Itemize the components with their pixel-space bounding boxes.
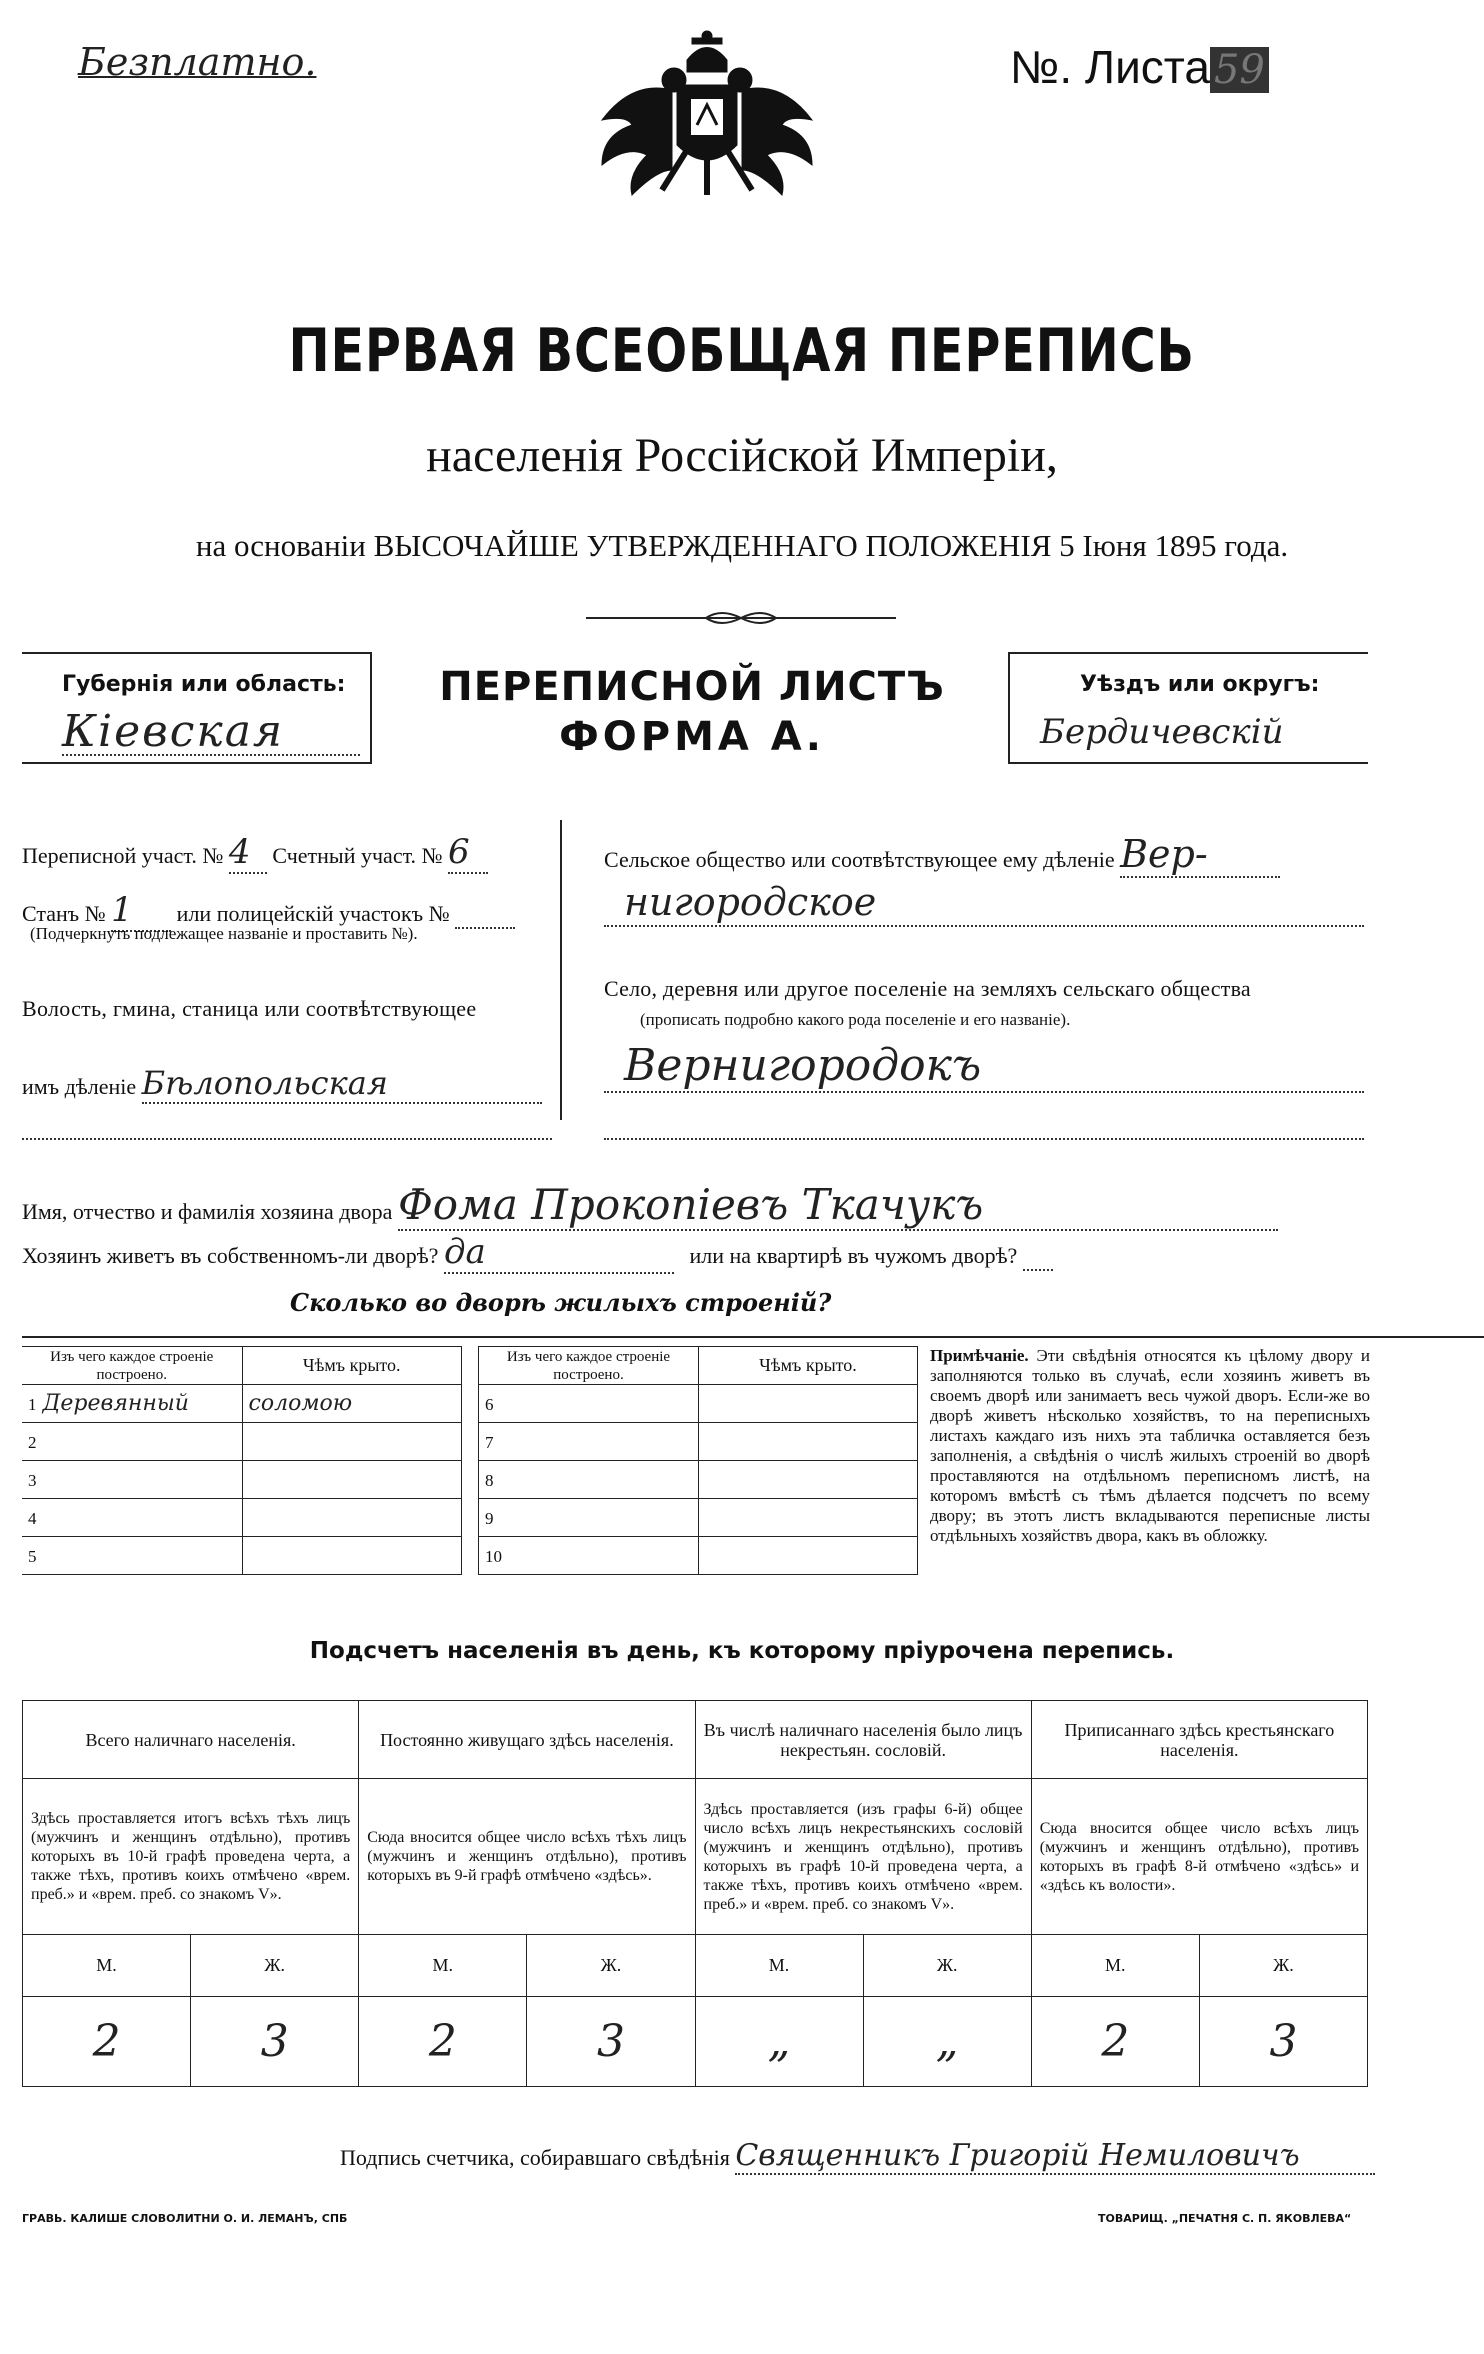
female-count: 3: [191, 1997, 359, 2087]
male-header: М.: [695, 1935, 863, 1997]
column-divider: [560, 820, 562, 1120]
own-yard-label: Хозяинъ живетъ въ собственномъ-ли дворѣ?: [22, 1243, 439, 1268]
population-col-desc: Здѣсь проставляется итогъ всѣхъ тѣхъ лицъ (мужчинъ и женщинъ отдѣльно), противъ которыхъ въ 10-й графѣ проведена черта, а также тѣхъ, противъ коихъ отмѣчено «врем. преб.» и «врем. преб. со знакомъ V».: [23, 1779, 359, 1935]
building-row: [22, 1537, 462, 1575]
society-row-2: [604, 880, 1364, 927]
col-roof-header-right: Чѣмъ крыто.: [699, 1347, 918, 1385]
building-number: 3: [28, 1471, 37, 1490]
female-count: „: [863, 1997, 1031, 2087]
village-row: [604, 1040, 1364, 1093]
male-header: М.: [1031, 1935, 1199, 1997]
col-material-header-right: Изъ чего каждое строеніе построено.: [479, 1347, 699, 1385]
building-material-cell: [22, 1461, 242, 1499]
building-material-cell: [479, 1499, 699, 1537]
own-yard-value: да: [444, 1232, 674, 1274]
building-row: [479, 1499, 918, 1537]
sheet-number-value: 59: [1210, 47, 1269, 93]
population-heading: Подсчетъ населенія въ день, къ которому пріурочена перепись.: [309, 1638, 1175, 1664]
village-hint: (прописать подробно какого рода поселеніе и его названіе).: [640, 1010, 1071, 1029]
male-count: 2: [1031, 1997, 1199, 2087]
population-sex-row: [23, 1935, 1368, 1997]
population-title-row: [23, 1701, 1368, 1779]
population-col-title: Приписаннаго здѣсь крестьянскаго населенія.: [1031, 1701, 1367, 1779]
female-header: Ж.: [191, 1935, 359, 1997]
col-roof-header: Чѣмъ крыто.: [242, 1347, 462, 1385]
population-col-title: Въ числѣ наличнаго населенія было лицъ некрестьян. сословій.: [695, 1701, 1031, 1779]
female-count: 3: [1199, 1997, 1367, 2087]
building-number: 10: [485, 1547, 502, 1566]
building-row: [22, 1499, 462, 1537]
volost-label-2: имъ дѣленіе: [22, 1074, 137, 1099]
note-title: Примѣчаніе.: [930, 1346, 1029, 1365]
sheet-number: [1010, 40, 1269, 94]
building-roof: [242, 1423, 462, 1461]
sheet-title-block: [372, 652, 1012, 764]
volost-row: [22, 1064, 542, 1104]
building-material-cell: [22, 1499, 242, 1537]
signature-value: Священникъ Григорій Немиловичъ: [735, 2138, 1375, 2175]
building-number: 8: [485, 1471, 494, 1490]
rent-value-line: [1023, 1243, 1053, 1271]
society-value-2: нигородское: [624, 880, 877, 924]
male-header: М.: [359, 1935, 527, 1997]
building-material-cell: [479, 1423, 699, 1461]
main-title-wrap: [0, 316, 1484, 386]
male-count: „: [695, 1997, 863, 2087]
society-label: Сельское общество или соотвѣтствующее ему дѣленіе: [604, 847, 1115, 872]
footer-left: ГРАВЬ. КАЛИШЕ СЛОВОЛИТНИ О. И. ЛЕМАНЪ, СПБ: [22, 2212, 348, 2225]
building-material-cell: [479, 1385, 699, 1423]
society-value-1: Вер-: [1120, 832, 1280, 878]
footer-right: ТОВАРИЩ. „ПЕЧАТНЯ С. П. ЯКОВЛЕВА“: [1098, 2212, 1352, 2225]
population-col-desc: Сюда вносится общее число всѣхъ лицъ (мужчинъ и женщинъ отдѣльно), противъ которыхъ въ графѣ 8-й отмѣчено «здѣсь» и «здѣсь къ волости».: [1031, 1779, 1367, 1935]
note-block: [930, 1346, 1370, 1546]
signature-row: [340, 2138, 1375, 2175]
building-material-cell: [22, 1423, 242, 1461]
building-number: 9: [485, 1509, 494, 1528]
district-row: [22, 832, 488, 874]
building-row: [479, 1461, 918, 1499]
society-row: [604, 832, 1280, 878]
count-district-label: Счетный участ. №: [272, 843, 443, 868]
population-desc-row: [23, 1779, 1368, 1935]
volost-value: Бѣлопольская: [142, 1064, 542, 1104]
buildings-table-left: [22, 1346, 462, 1575]
gubernia-value: Кіевская: [62, 706, 285, 757]
buildings-top-rule: [22, 1336, 1484, 1338]
population-col-title: Постоянно живущаго здѣсь населенія.: [359, 1701, 695, 1779]
ornament-divider: [586, 610, 896, 626]
male-count: 2: [359, 1997, 527, 2087]
sheet-number-label: №. Листа: [1010, 41, 1210, 93]
census-district-value: 4: [229, 832, 267, 874]
building-number: 4: [28, 1509, 37, 1528]
building-roof: [699, 1423, 918, 1461]
building-row: [479, 1423, 918, 1461]
village-label: Село, деревня или другое поселеніе на земляхъ сельскаго общества: [604, 976, 1251, 1001]
village-extra-line: [604, 1138, 1364, 1140]
population-col-desc: Здѣсь проставляется (изъ графы 6-й) общее число всѣхъ лицъ некрестьянскихъ сословій (мужчинъ и женщинъ отдѣльно), противъ которыхъ въ графѣ 10-й проведена черта, а также тѣхъ, противъ коихъ отмѣчено «врем. преб.» и «врем. преб. со знакомъ V».: [695, 1779, 1031, 1935]
gubernia-box: [22, 652, 372, 764]
building-roof: [699, 1537, 918, 1575]
building-row: [479, 1385, 918, 1423]
uezd-box: [1008, 652, 1368, 764]
volost-label-1: Волость, гмина, станица или соотвѣтствующее: [22, 996, 477, 1021]
building-roof: [242, 1537, 462, 1575]
buildings-question: Сколько во дворѣ жилыхъ строеній?: [290, 1288, 832, 1317]
form-title: ФОРМА А.: [559, 714, 825, 760]
population-col-desc: Сюда вносится общее число всѣхъ тѣхъ лицъ (мужчинъ и женщинъ отдѣльно), противъ которыхъ въ 9-й графѣ отмѣчено «здѣсь».: [359, 1779, 695, 1935]
police-value-line: [455, 901, 515, 929]
imperial-eagle-emblem: [592, 30, 822, 200]
signature-label: Подпись счетчика, собиравшаго свѣдѣнія: [340, 2145, 730, 2170]
building-number: 2: [28, 1433, 37, 1452]
main-title: ПЕРВАЯ ВСЕОБЩАЯ ПЕРЕПИСЬ: [288, 316, 1196, 386]
building-roof: [242, 1461, 462, 1499]
population-table: [22, 1700, 1368, 2087]
building-number: 1: [28, 1395, 37, 1414]
building-row: [22, 1461, 462, 1499]
subtitle: населенія Россійской Имперіи,: [426, 429, 1058, 482]
stan-label: Станъ №: [22, 901, 106, 926]
population-col-title: Всего наличнаго населенія.: [23, 1701, 359, 1779]
building-roof: [699, 1499, 918, 1537]
male-count: 2: [23, 1997, 191, 2087]
uezd-label: Уѣздъ или округъ:: [1080, 672, 1320, 697]
female-count: 3: [527, 1997, 695, 2087]
count-district-value: 6: [448, 832, 488, 874]
gubernia-label: Губернія или область:: [62, 672, 346, 697]
yard-row: [22, 1232, 1053, 1274]
uezd-value: Бердичевскій: [1040, 712, 1284, 752]
building-number: 6: [485, 1395, 494, 1414]
building-roof: [699, 1385, 918, 1423]
col-material-header: Изъ чего каждое строеніе построено.: [22, 1347, 242, 1385]
owner-row: [22, 1180, 1362, 1231]
male-header: М.: [23, 1935, 191, 1997]
census-district-label: Переписной участ. №: [22, 843, 224, 868]
building-material-cell: [479, 1461, 699, 1499]
building-roof: [699, 1461, 918, 1499]
village-value: Вернигородокъ: [624, 1040, 982, 1091]
free-label: Безплатно.: [78, 40, 317, 84]
building-material-cell: [22, 1537, 242, 1575]
volost-extra-line: [22, 1138, 552, 1140]
building-material-cell: [479, 1537, 699, 1575]
basis-line: на основаніи ВЫСОЧАЙШЕ УТВЕРЖДЕННАГО ПОЛОЖЕНІЯ 5 Іюня 1895 года.: [195, 528, 1289, 563]
owner-name-value: Фома Прокопіевъ Ткачукъ: [398, 1180, 1278, 1231]
building-roof: соломою: [242, 1385, 462, 1423]
owner-name-label: Имя, отчество и фамилія хозяина двора: [22, 1199, 393, 1224]
sheet-title: ПЕРЕПИСНОЙ ЛИСТЪ: [439, 664, 945, 710]
stan-hint: (Подчеркнуть подлежащее названіе и проставить №).: [30, 924, 418, 943]
population-heading-wrap: [0, 1638, 1484, 1664]
female-header: Ж.: [1199, 1935, 1367, 1997]
police-label: или полицейскій участокъ №: [176, 901, 450, 926]
rent-label: или на квартирѣ въ чужомъ дворѣ?: [689, 1243, 1018, 1268]
building-roof: [242, 1499, 462, 1537]
female-header: Ж.: [863, 1935, 1031, 1997]
building-row: [22, 1385, 462, 1423]
note-text: Эти свѣдѣнія относятся къ цѣлому двору и заполняются только въ случаѣ, если хозяинъ живетъ въ своемъ дворѣ или занимаетъ весь чужой дворъ. Если-же во дворѣ живетъ нѣсколько хозяйствъ, то на переписныхъ листахъ каждаго изъ нихъ эта табличка оставляется безъ заполненія, а свѣдѣнія о числѣ жилыхъ строеній во дворѣ проставляются на отдѣльномъ переписномъ листѣ, на которомъ вмѣстѣ съ тѣмъ дѣлается подсчетъ по всему двору; въ этотъ листъ вкладываются переписные листы отдѣльныхъ хозяйствъ двора, какъ въ обложку.: [930, 1346, 1370, 1545]
population-value-row: [23, 1997, 1368, 2087]
buildings-table-right: [478, 1346, 918, 1575]
building-row: [479, 1537, 918, 1575]
female-header: Ж.: [527, 1935, 695, 1997]
building-row: [22, 1423, 462, 1461]
building-number: 5: [28, 1547, 37, 1566]
building-number: 7: [485, 1433, 494, 1452]
gubernia-dotted-line: [62, 754, 360, 756]
building-material-cell: [22, 1385, 242, 1423]
stan-value: 1: [111, 890, 171, 932]
building-material: Деревянный: [42, 1391, 189, 1416]
